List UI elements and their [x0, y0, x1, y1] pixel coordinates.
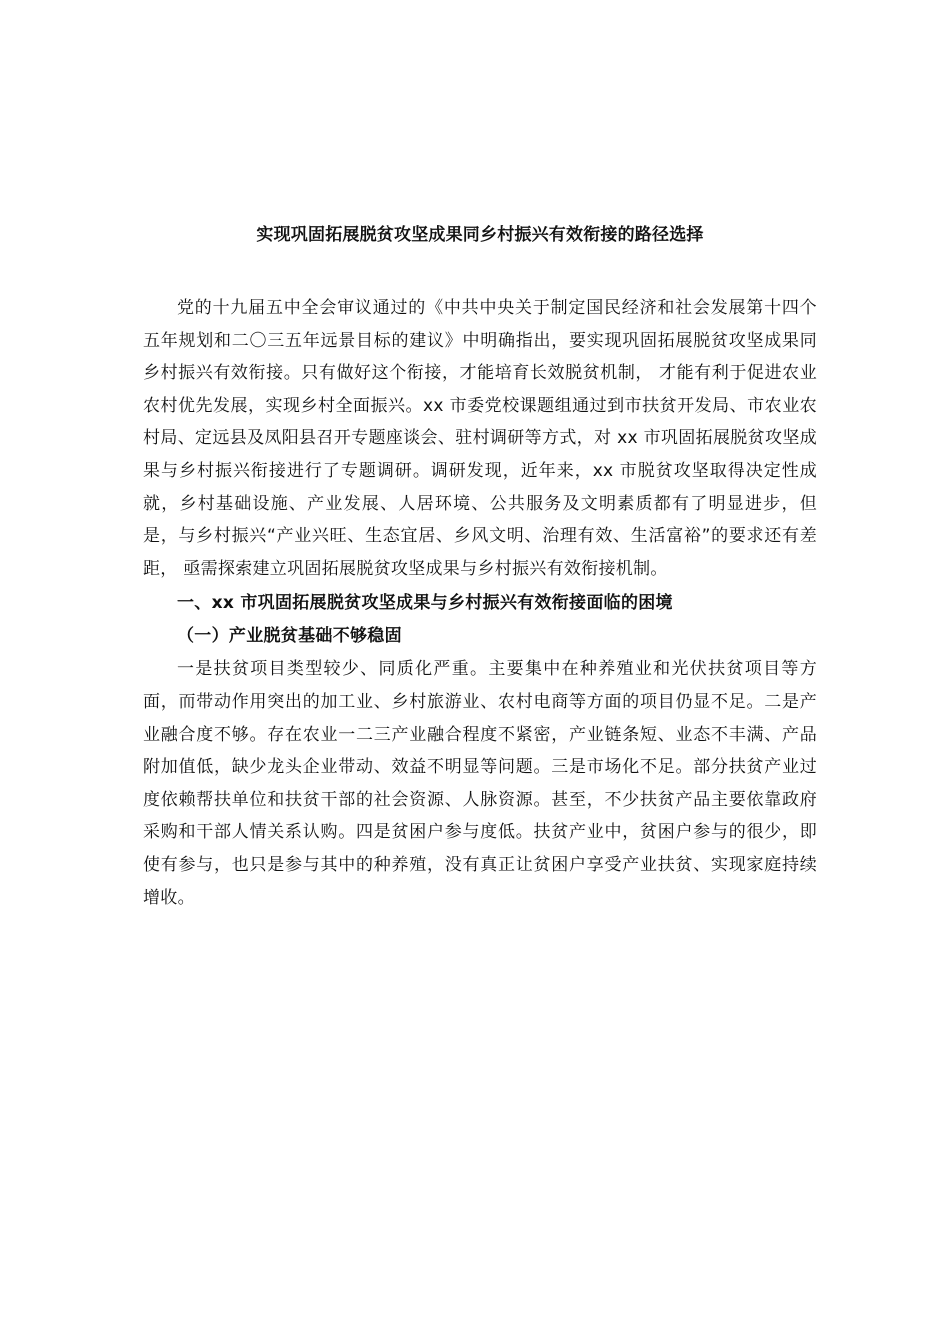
subsection-heading: （一）产业脱贫基础不够稳固: [177, 626, 402, 647]
document-title: 实现巩固拓展脱贫攻坚成果同乡村振兴有效衔接的路径选择: [256, 225, 704, 245]
intro-paragraph: 党的十九届五中全会审议通过的《中共中央关于制定国民经济和社会发展第十四个五年规划和二〇三五年远景目标的建议》中明确指出，要实现巩固拓展脱贫攻坚成果同乡村振兴有效衔接。只有做好这个衔接，才能培育长效脱贫机制， 才能有利于促进农业农村优先发展，实现乡村全面振兴。xx 市委党校课题组通过到市扶贫开发局、市农业农村局、定远县及凤阳县召开专题座谈会、驻村调研等方式，对 xx 市巩固拓展脱贫攻坚成果与乡村振兴衔接进行了专题调研。调研发现，近年来，xx 市脱贫攻坚取得决定性成就，乡村基础设施、产业发展、人居环境、公共服务及文明素质都有了明显进步，但是，与乡村振兴“产业兴旺、生态宜居、乡风文明、治理有效、生活富裕”的要求还有差距， 亟需探索建立巩固拓展脱贫攻坚成果与乡村振兴有效衔接机制。: [143, 298, 817, 579]
document-body: [143, 222, 817, 914]
section-heading: 一、xx 市巩固拓展脱贫攻坚成果与乡村振兴有效衔接面临的困境: [177, 593, 673, 614]
subsection-paragraph: 一是扶贫项目类型较少、同质化严重。主要集中在种养殖业和光伏扶贫项目等方面，而带动作用突出的加工业、乡村旅游业、农村电商等方面的项目仍显不足。二是产业融合度不够。存在农业一二三产业融合程度不紧密，产业链条短、业态不丰满、产品附加值低，缺少龙头企业带动、效益不明显等问题。三是市场化不足。部分扶贫产业过度依赖帮扶单位和扶贫干部的社会资源、人脉资源。甚至，不少扶贫产品主要依靠政府采购和干部人情关系认购。四是贫困户参与度低。扶贫产业中，贫困户参与的很少，即使有参与，也只是参与其中的种养殖，没有真正让贫困户享受产业扶贫、实现家庭持续增收。: [143, 659, 817, 908]
